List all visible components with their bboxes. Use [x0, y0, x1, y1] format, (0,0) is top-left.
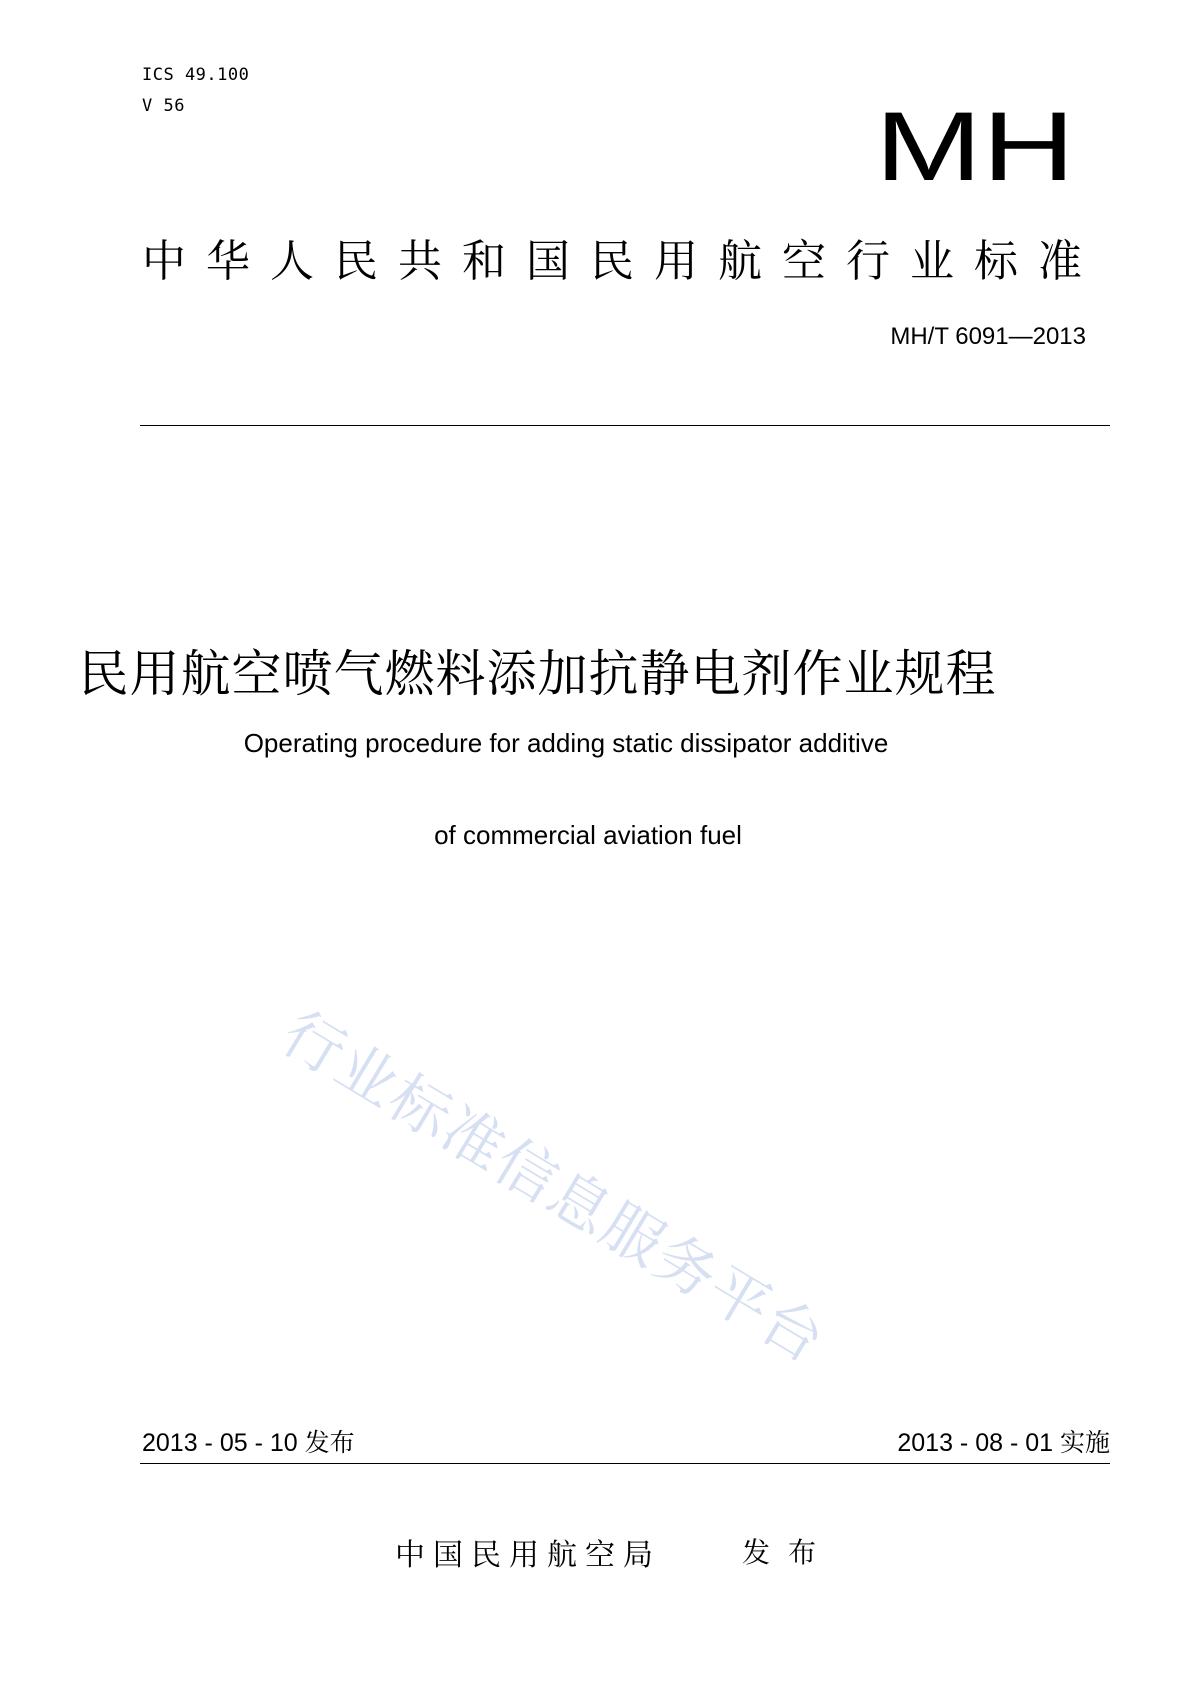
classification-codes: [142, 60, 249, 122]
document-title-english-line2: of commercial aviation fuel: [434, 820, 742, 850]
issuing-authority: 中国民用航空局: [395, 1538, 661, 1573]
watermark: 行业标准信息服务平台: [269, 998, 838, 1378]
mh-logo-text: MH: [875, 96, 1075, 192]
mh-logo: [870, 96, 1080, 192]
document-title-chinese: 民用航空喷气燃料添加抗静电剂作业规程: [78, 645, 997, 703]
ccs-code: V 56: [142, 96, 185, 116]
issue-label: 发布: [742, 1536, 835, 1569]
header-divider: [140, 425, 1110, 426]
footer-divider: [140, 1463, 1110, 1464]
publish-date: 2013 - 05 - 10 发布: [142, 1429, 355, 1457]
implementation-date: 2013 - 08 - 01 实施: [897, 1429, 1110, 1457]
standard-title: 中华人民共和国民用航空行业标准: [142, 236, 1102, 287]
document-title-english-line1: Operating procedure for adding static dissipator additive: [243, 728, 889, 758]
standard-code: MH/T 6091—2013: [890, 323, 1086, 350]
ics-code: ICS 49.100: [142, 65, 250, 85]
